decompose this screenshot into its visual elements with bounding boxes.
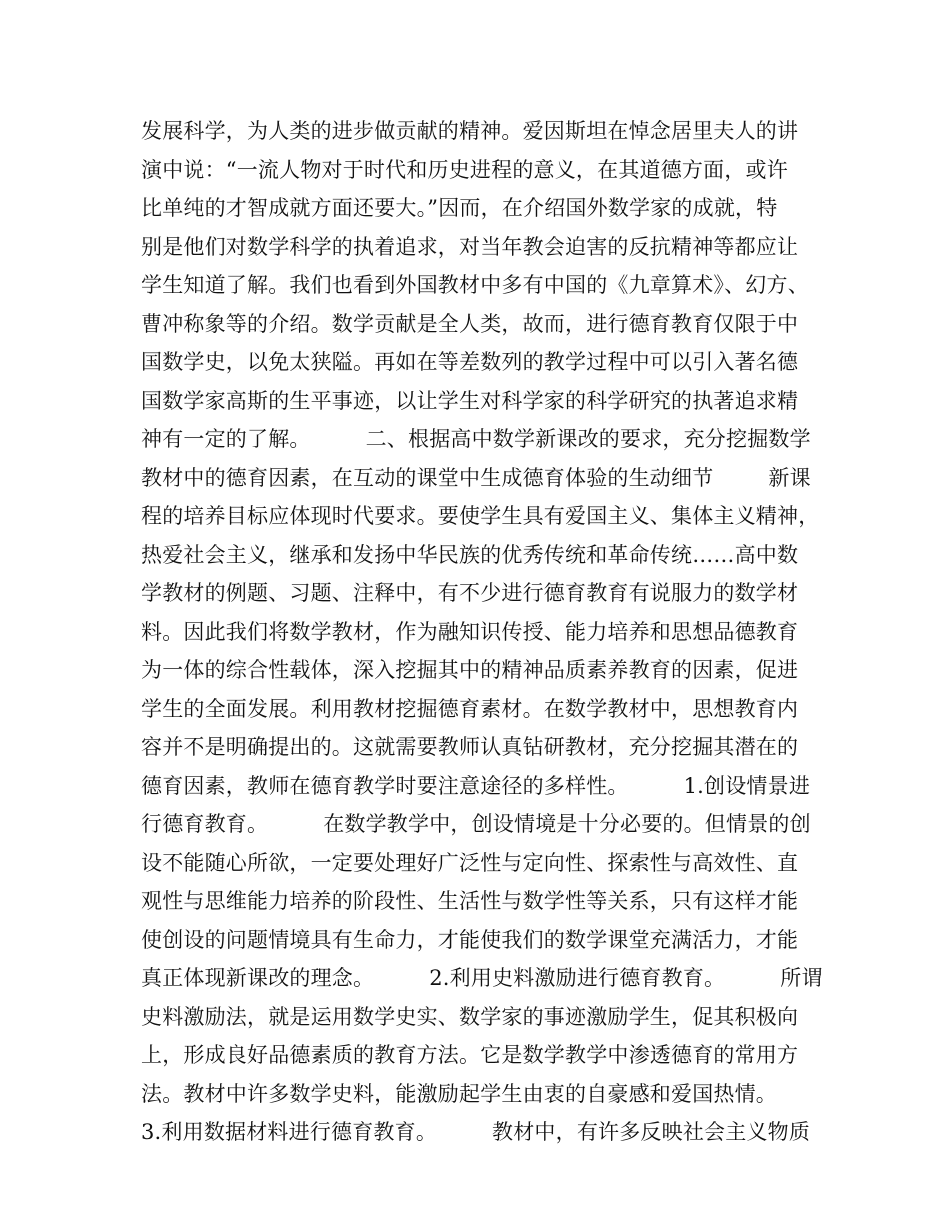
text-line: 学生的全面发展。利用教材挖掘德育素材。在数学教材中，思想教育内 [141,696,799,721]
text-line: 3.利用数据材料进行德育教育。 教材中，有许多反映社会主义物质 [141,1120,811,1144]
text-line: 为一体的综合性载体，深入挖掘其中的精神品质素养教育的因素，促进 [141,658,799,682]
text-line: 发展科学，为人类的进步做贡献的精神。爱因斯坦在悼念居里夫人的讲 [141,119,799,143]
text-line: 别是他们对数学科学的执着追求，对当年教会迫害的反抗精神等都应让 [141,234,799,259]
text-line: 德育因素，教师在德育教学时要注意途径的多样性。 1.创设情景进 [141,773,811,798]
text-line: 法。教材中许多数学史料，能激励起学生由衷的自豪感和爱国热情。 [141,1081,777,1106]
text-line: 神有一定的了解。 二、根据高中数学新课改的要求，充分挖掘数学 [141,427,811,451]
text-line: 曹冲称象等的介绍。数学贡献是全人类，故而，进行德育教育仅限于中 [141,311,799,336]
text-line: 程的培养目标应体现时代要求。要使学生具有爱国主义、集体主义精神， [141,504,820,528]
text-line: 容并不是明确提出的。这就需要教师认真钻研教材，充分挖掘其潜在的 [141,735,799,759]
text-line: 演中说：“一流人物对于时代和历史进程的意义，在其道德方面，或许 [141,157,788,182]
text-line: 热爱社会主义，继承和发扬中华民族的优秀传统和革命传统……高中数 [141,542,799,567]
text-line: 料。因此我们将数学教材，作为融知识传授、能力培养和思想品德教育 [141,619,799,644]
text-line: 比单纯的才智成就方面还要大。”因而，在介绍国外数学家的成就，特 [141,196,778,220]
text-line: 学生知道了解。我们也看到外国教材中多有中国的《九章算术》、幻方、 [141,273,809,297]
text-line: 真正体现新课改的理念。 2.利用史料激励进行德育教育。 所谓 [141,966,823,990]
text-line: 国数学史，以免太狭隘。再如在等差数列的教学过程中可以引入著名德 [141,350,799,374]
text-line: 设不能随心所欲，一定要处理好广泛性与定向性、探索性与高效性、直 [141,850,799,875]
text-line: 史料激励法，就是运用数学史实、数学家的事迹激励学生，促其积极向 [141,1004,799,1029]
text-line: 国数学家高斯的生平事迹，以让学生对科学家的科学研究的执著追求精 [141,388,799,413]
text-line: 学教材的例题、习题、注释中，有不少进行德育教育有说服力的数学材 [141,581,799,605]
text-line: 上，形成良好品德素质的教育方法。它是数学教学中渗透德育的常用方 [141,1043,799,1067]
text-line: 教材中的德育因素，在互动的课堂中生成德育体验的生动细节 新课 [141,465,811,490]
body-text [141,112,821,1152]
text-line: 观性与思维能力培养的阶段性、生活性与数学性等关系，只有这样才能 [141,889,799,913]
text-line: 行德育教育。 在数学教学中，创设情境是十分必要的。但情景的创 [141,812,811,836]
text-line: 使创设的问题情境具有生命力，才能使我们的数学课堂充满活力，才能 [141,927,799,952]
